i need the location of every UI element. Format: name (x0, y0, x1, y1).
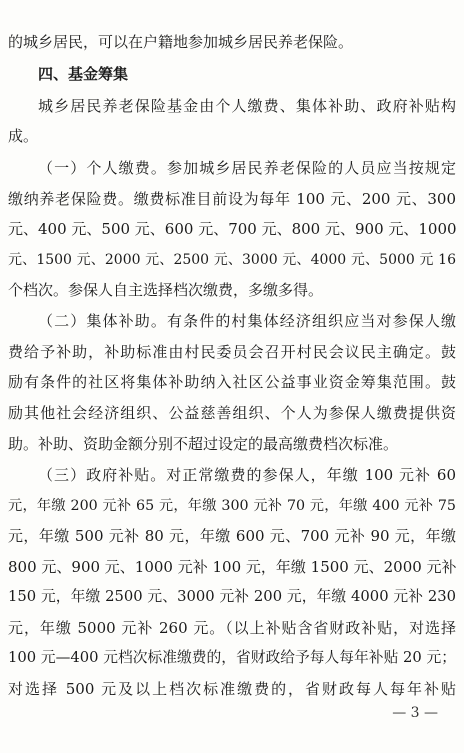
paragraph-line: 缴纳养老保险费。缴费标准目前设为每年 100 元、200 元、300 (8, 190, 456, 208)
paragraph-line: 的城乡居民，可以在户籍地参加城乡居民养老保险。 (8, 33, 354, 51)
paragraph-line: 励其他社会经济组织、公益慈善组织、个人为参保人缴费提供资 (8, 404, 456, 422)
paragraph-line: （二）集体补助。有条件的村集体经济组织应当对参保人缴 (38, 312, 456, 330)
section-heading: 四、基金筹集 (38, 65, 129, 83)
paragraph-line: 费给予补助，补助标准由村民委员会召开村民会议民主确定。鼓 (8, 343, 456, 361)
paragraph-line: 元、400 元、500 元、600 元、700 元、800 元、900 元、1000 (8, 220, 457, 238)
paragraph-line: （三）政府补贴。对正常缴费的参保人，年缴 100 元补 60 (38, 466, 456, 484)
paragraph-line: 元、1500 元、2000 元、2500 元、3000 元、4000 元、5000 元 16 (8, 252, 456, 268)
paragraph-line: 成。 (8, 127, 39, 145)
paragraph-line: 城乡居民养老保险基金由个人缴费、集体补助、政府补贴构 (38, 97, 456, 115)
paragraph-line: 励有条件的社区将集体补助纳入社区公益事业资金筹集范围。鼓 (8, 373, 456, 391)
paragraph-line: 个档次。参保人自主选择档次缴费，多缴多得。 (8, 281, 324, 299)
paragraph-line: 800 元、900 元、1000 元补 100 元，年缴 1500 元、2000 元补 (8, 558, 457, 576)
paragraph-line: 元，年缴 500 元补 80 元，年缴 600 元、700 元补 90 元，年缴 (8, 527, 456, 545)
paragraph-line: 150 元，年缴 2500 元、3000 元补 200 元，年缴 4000 元补 230 (8, 588, 456, 605)
paragraph-line: 元，年缴 5000 元补 260 元。（以上补贴含省财政补贴，对选择 (8, 619, 456, 637)
paragraph-line: 对选择 500 元及以上档次标准缴费的，省财政每人每年补贴 (8, 680, 456, 698)
paragraph-line: 元，年缴 200 元补 65 元，年缴 300 元补 70 元，年缴 400 元补 75 (8, 498, 456, 514)
paragraph-line: （一）个人缴费。参加城乡居民养老保险的人员应当按规定 (38, 159, 456, 177)
paragraph-line: 助。补助、资助金额分别不超过设定的最高缴费档次标准。 (8, 435, 399, 453)
paragraph-line: 100 元—400 元档次标准缴费的，省财政给予每人每年补贴 20 元； (8, 649, 456, 666)
page-number: — 3 — (392, 705, 438, 721)
